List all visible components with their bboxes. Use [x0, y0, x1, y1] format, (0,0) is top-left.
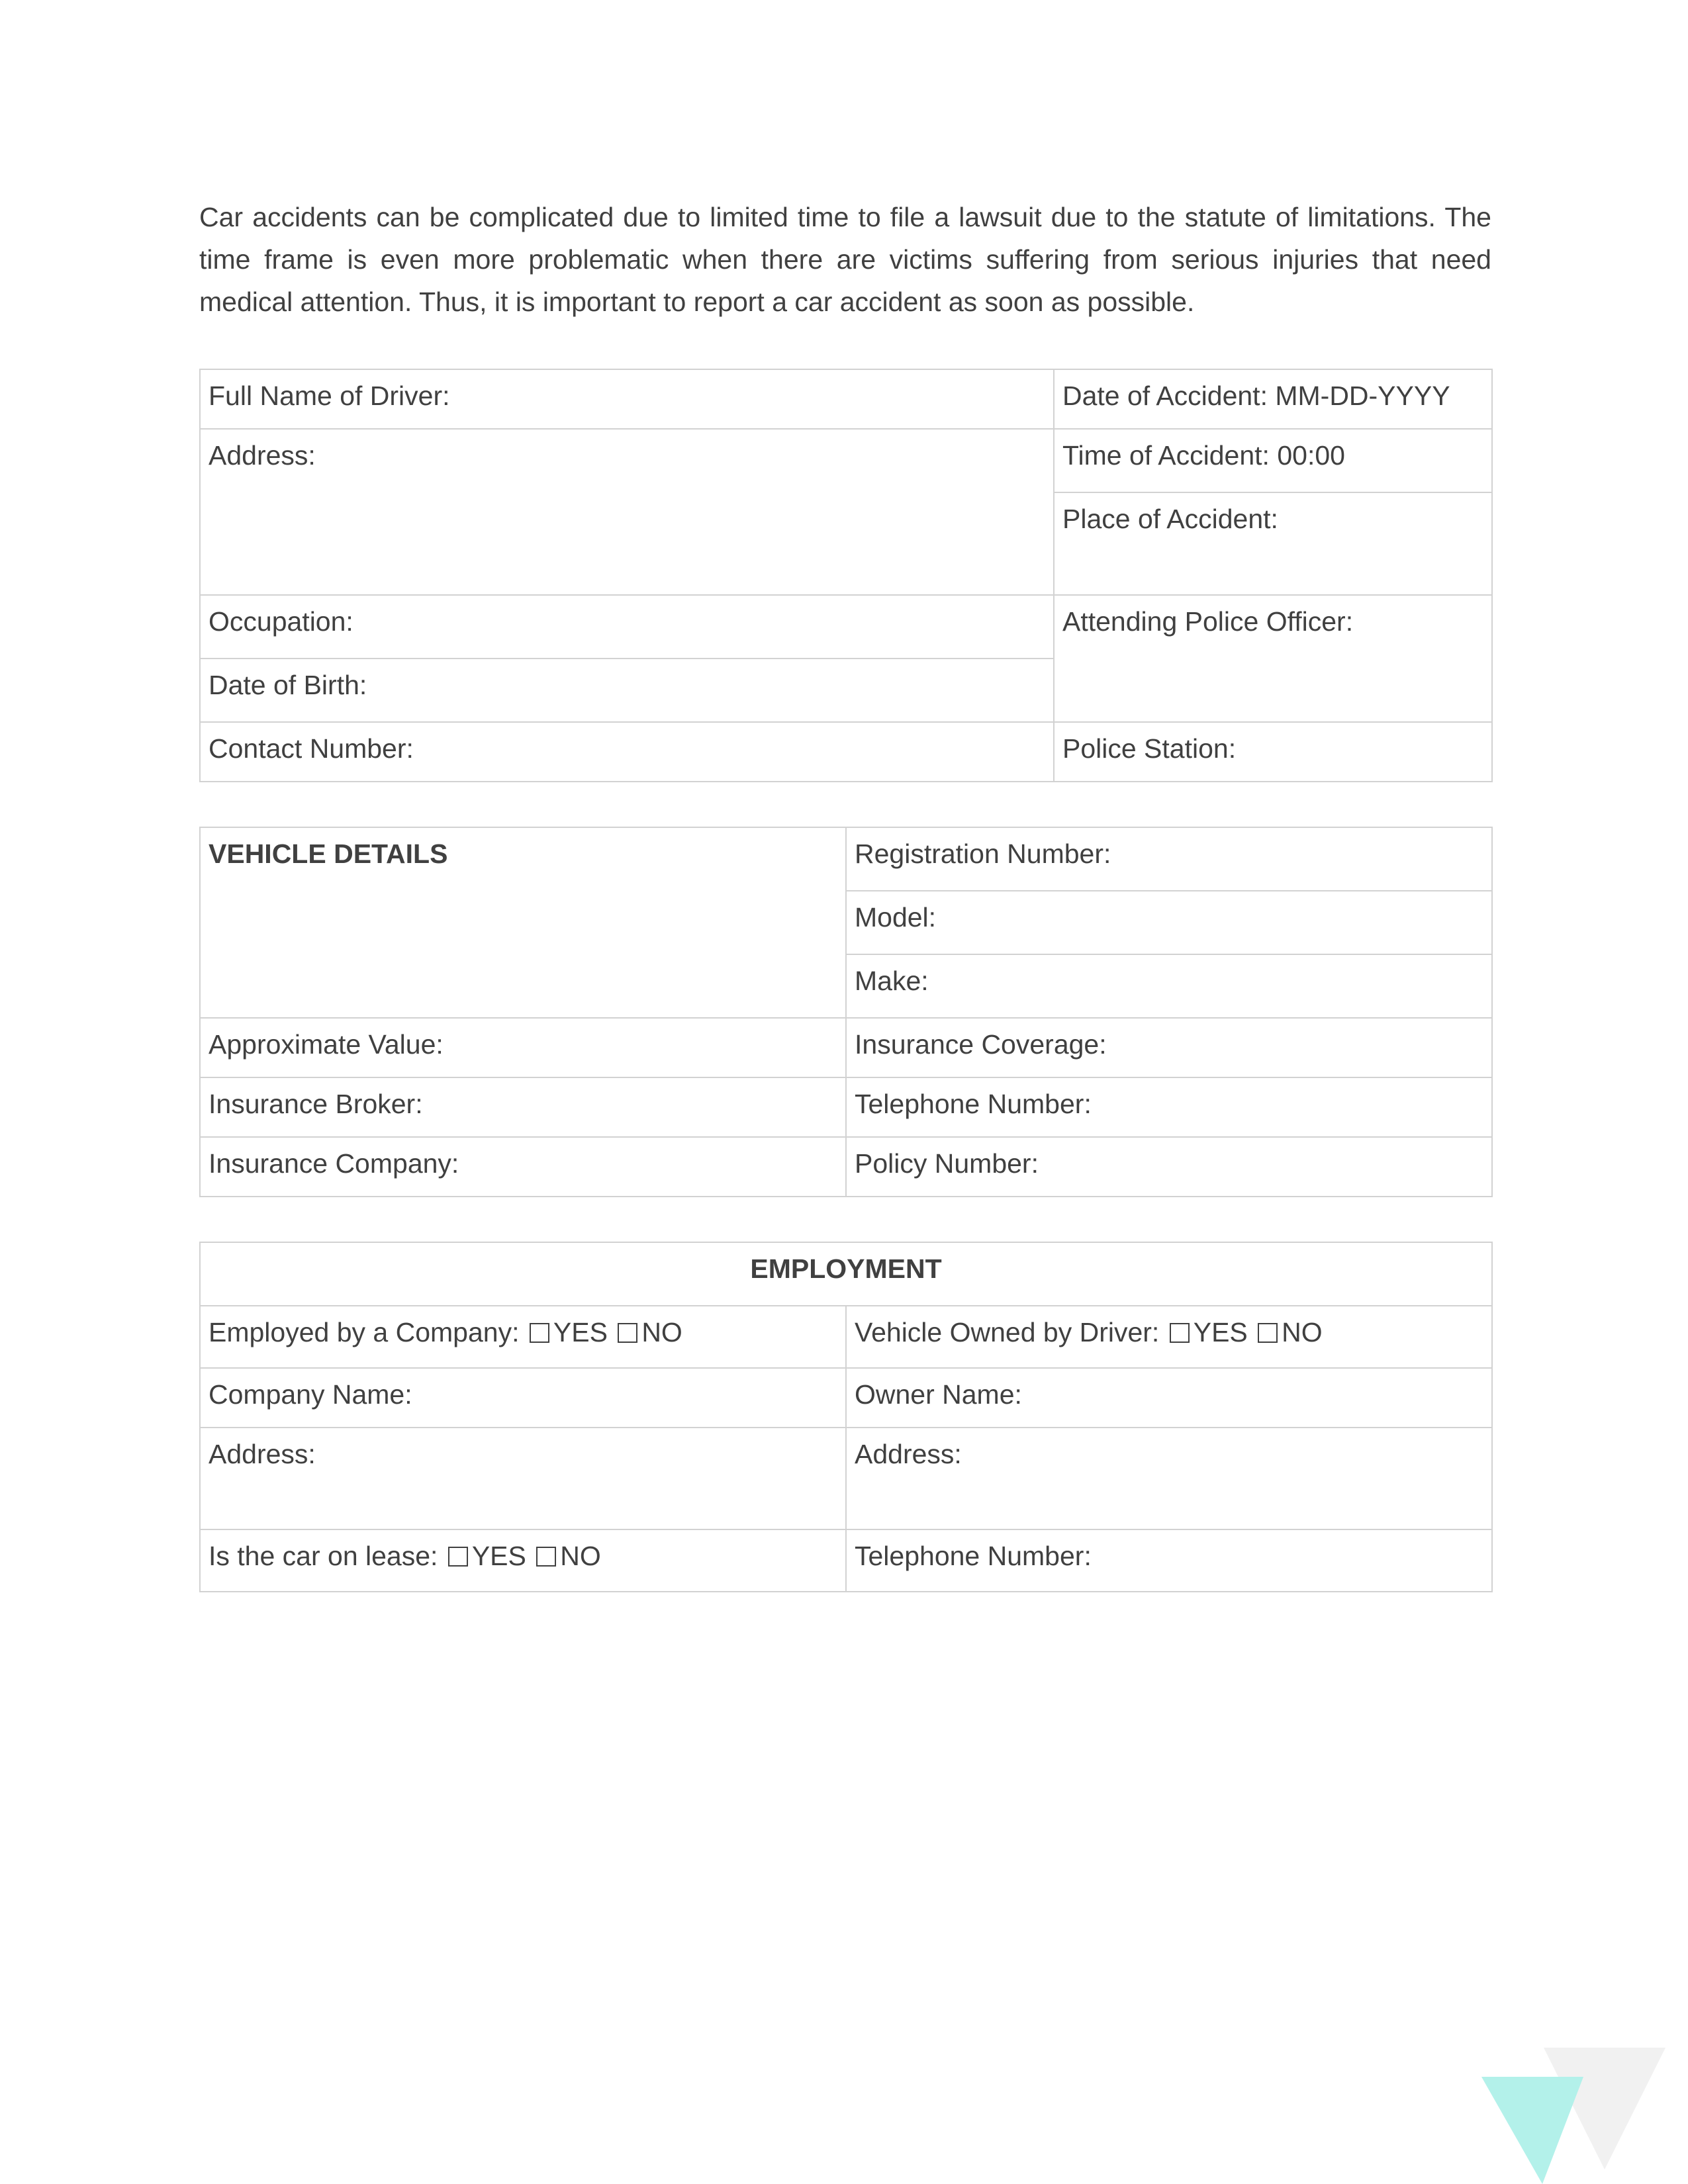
lease-yes-checkbox[interactable] [448, 1547, 468, 1567]
date-of-accident-field[interactable]: Date of Accident: MM-DD-YYYY [1054, 369, 1492, 429]
vehicle-details-table [199, 827, 1493, 1197]
driver-accident-table [199, 369, 1493, 782]
owned-yes-checkbox[interactable] [1170, 1323, 1190, 1343]
employed-yes-label: YES [553, 1317, 608, 1347]
insurance-company-field[interactable]: Insurance Company: [200, 1137, 846, 1197]
lease-no-checkbox[interactable] [536, 1547, 556, 1567]
insurance-broker-field[interactable]: Insurance Broker: [200, 1077, 846, 1137]
employment-table [199, 1242, 1493, 1592]
owned-no-checkbox[interactable] [1258, 1323, 1278, 1343]
attending-police-officer-field[interactable]: Attending Police Officer: [1054, 595, 1492, 722]
vehicle-owned-row [846, 1306, 1492, 1368]
vehicle-details-heading: VEHICLE DETAILS [200, 827, 846, 1018]
contact-number-field[interactable]: Contact Number: [200, 722, 1054, 782]
employed-no-label: NO [641, 1317, 682, 1347]
employed-no-checkbox[interactable] [618, 1323, 637, 1343]
insurance-coverage-field[interactable]: Insurance Coverage: [846, 1018, 1492, 1077]
place-of-accident-field[interactable]: Place of Accident: [1054, 492, 1492, 595]
company-name-field[interactable]: Company Name: [200, 1368, 846, 1428]
make-field[interactable]: Make: [846, 954, 1492, 1018]
date-of-birth-field[interactable]: Date of Birth: [200, 659, 1054, 722]
employment-heading: EMPLOYMENT [200, 1242, 1492, 1306]
employment-telephone-number-field[interactable]: Telephone Number: [846, 1529, 1492, 1592]
employed-by-company-row [200, 1306, 846, 1368]
model-field[interactable]: Model: [846, 891, 1492, 954]
driver-address-field[interactable]: Address: [200, 429, 1054, 595]
registration-number-field[interactable]: Registration Number: [846, 827, 1492, 891]
occupation-field[interactable]: Occupation: [200, 595, 1054, 659]
employed-yes-checkbox[interactable] [530, 1323, 549, 1343]
brand-logo-icon [1476, 2044, 1675, 2184]
lease-yes-label: YES [471, 1541, 526, 1571]
car-on-lease-row [200, 1529, 846, 1592]
full-name-field[interactable]: Full Name of Driver: [200, 369, 1054, 429]
approximate-value-field[interactable]: Approximate Value: [200, 1018, 846, 1077]
owned-no-label: NO [1282, 1317, 1323, 1347]
owner-address-field[interactable]: Address: [846, 1428, 1492, 1529]
employed-by-company-label: Employed by a Company: [209, 1317, 520, 1347]
policy-number-field[interactable]: Policy Number: [846, 1137, 1492, 1197]
vehicle-telephone-number-field[interactable]: Telephone Number: [846, 1077, 1492, 1137]
company-address-field[interactable]: Address: [200, 1428, 846, 1529]
car-on-lease-label: Is the car on lease: [209, 1541, 438, 1571]
vehicle-owned-label: Vehicle Owned by Driver: [855, 1317, 1160, 1347]
owned-yes-label: YES [1193, 1317, 1248, 1347]
owner-name-field[interactable]: Owner Name: [846, 1368, 1492, 1428]
lease-no-label: NO [560, 1541, 601, 1571]
time-of-accident-field[interactable]: Time of Accident: 00:00 [1054, 429, 1492, 492]
police-station-field[interactable]: Police Station: [1054, 722, 1492, 782]
intro-paragraph: Car accidents can be complicated due to limited time to file a lawsuit due to the statute of limitations. The time frame is even more problematic when there are victims suffering from serious injuries that need medical attention. Thus, it is important to report a car accident as soon as possible. [199, 202, 1491, 317]
logo-teal-triangle [1481, 2077, 1583, 2184]
